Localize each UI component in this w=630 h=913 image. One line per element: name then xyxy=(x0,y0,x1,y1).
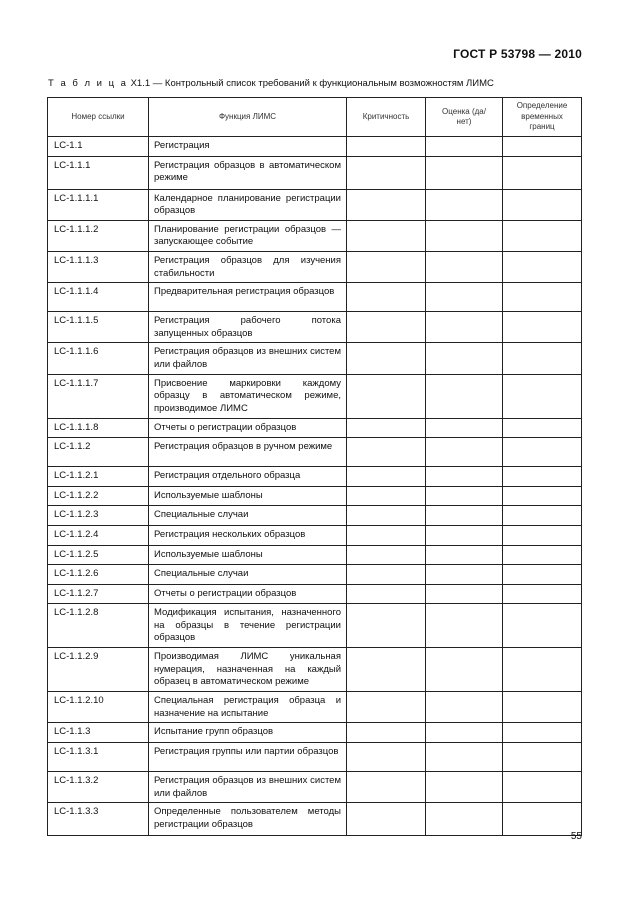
ref-number-cell: LC-1.1.3.2 xyxy=(48,772,149,803)
assessment-cell xyxy=(426,343,503,374)
assessment-cell xyxy=(426,312,503,343)
ref-number-cell: LC-1.1.1.7 xyxy=(48,374,149,418)
criticality-cell xyxy=(347,692,426,723)
criticality-cell xyxy=(347,545,426,565)
criticality-cell xyxy=(347,189,426,220)
assessment-cell xyxy=(426,648,503,692)
ref-number-cell: LC-1.1.3.3 xyxy=(48,803,149,836)
lims-function-cell: Специальные случаи xyxy=(149,506,347,526)
time-limits-cell xyxy=(503,723,582,743)
criticality-cell xyxy=(347,418,426,438)
assessment-cell xyxy=(426,803,503,836)
assessment-cell xyxy=(426,584,503,604)
time-limits-cell xyxy=(503,438,582,467)
criticality-cell xyxy=(347,648,426,692)
ref-number-cell: LC-1.1.3 xyxy=(48,723,149,743)
lims-function-cell: Используемые шаблоны xyxy=(149,545,347,565)
assessment-cell xyxy=(426,692,503,723)
assessment-cell xyxy=(426,189,503,220)
lims-function-cell: Определенные пользователем методы регистрации образцов xyxy=(149,803,347,836)
table-row xyxy=(48,418,582,438)
table-row xyxy=(48,312,582,343)
table-row xyxy=(48,648,582,692)
lims-function-cell: Присвоение маркировки каждому образцу в автоматическом режиме, производимое ЛИМС xyxy=(149,374,347,418)
table-row xyxy=(48,156,582,189)
time-limits-cell xyxy=(503,156,582,189)
table-row xyxy=(48,604,582,648)
time-limits-cell xyxy=(503,374,582,418)
assessment-cell xyxy=(426,486,503,506)
assessment-cell xyxy=(426,438,503,467)
lims-function-cell: Регистрация образцов из внешних систем или файлов xyxy=(149,772,347,803)
assessment-cell xyxy=(426,220,503,251)
ref-number-cell: LC-1.1.2.9 xyxy=(48,648,149,692)
ref-number-cell: LC-1.1.2.10 xyxy=(48,692,149,723)
criticality-cell xyxy=(347,312,426,343)
assessment-cell xyxy=(426,604,503,648)
table-row xyxy=(48,743,582,772)
assessment-cell xyxy=(426,251,503,282)
assessment-cell xyxy=(426,506,503,526)
criticality-cell xyxy=(347,743,426,772)
table-row xyxy=(48,803,582,836)
table-row xyxy=(48,486,582,506)
requirements-checklist-table xyxy=(47,97,582,836)
time-limits-cell xyxy=(503,506,582,526)
header-criticality: Критичность xyxy=(347,98,426,137)
ref-number-cell: LC-1.1.2.8 xyxy=(48,604,149,648)
table-row xyxy=(48,283,582,312)
ref-number-cell: LC-1.1.3.1 xyxy=(48,743,149,772)
ref-number-cell: LC-1.1.1.8 xyxy=(48,418,149,438)
table-row xyxy=(48,545,582,565)
header-assessment: Оценка (да/нет) xyxy=(426,98,503,137)
time-limits-cell xyxy=(503,418,582,438)
time-limits-cell xyxy=(503,604,582,648)
ref-number-cell: LC-1.1.1.6 xyxy=(48,343,149,374)
assessment-cell xyxy=(426,467,503,487)
assessment-cell xyxy=(426,418,503,438)
table-caption-label: Т а б л и ц а xyxy=(48,78,128,89)
time-limits-cell xyxy=(503,137,582,157)
table-row xyxy=(48,343,582,374)
assessment-cell xyxy=(426,772,503,803)
page-number: 55 xyxy=(570,831,582,842)
lims-function-cell: Отчеты о регистрации образцов xyxy=(149,418,347,438)
table-row xyxy=(48,584,582,604)
ref-number-cell: LC-1.1.2 xyxy=(48,438,149,467)
lims-function-cell: Регистрация xyxy=(149,137,347,157)
assessment-cell xyxy=(426,156,503,189)
assessment-cell xyxy=(426,137,503,157)
assessment-cell xyxy=(426,374,503,418)
criticality-cell xyxy=(347,156,426,189)
time-limits-cell xyxy=(503,220,582,251)
ref-number-cell: LC-1.1.2.6 xyxy=(48,565,149,585)
table-row xyxy=(48,374,582,418)
lims-function-cell: Календарное планирование регистрации образцов xyxy=(149,189,347,220)
lims-function-cell: Испытание групп образцов xyxy=(149,723,347,743)
lims-function-cell: Регистрация образцов для изучения стабильности xyxy=(149,251,347,282)
time-limits-cell xyxy=(503,565,582,585)
criticality-cell xyxy=(347,506,426,526)
ref-number-cell: LC-1.1.1.5 xyxy=(48,312,149,343)
criticality-cell xyxy=(347,803,426,836)
table-row xyxy=(48,692,582,723)
criticality-cell xyxy=(347,374,426,418)
ref-number-cell: LC-1.1.1.2 xyxy=(48,220,149,251)
lims-function-cell: Регистрация отдельного образца xyxy=(149,467,347,487)
time-limits-cell xyxy=(503,467,582,487)
table-caption xyxy=(48,78,494,89)
table-row xyxy=(48,565,582,585)
assessment-cell xyxy=(426,545,503,565)
table-row xyxy=(48,467,582,487)
time-limits-cell xyxy=(503,312,582,343)
lims-function-cell: Регистрация образцов в автоматическом режиме xyxy=(149,156,347,189)
criticality-cell xyxy=(347,723,426,743)
table-row xyxy=(48,723,582,743)
header-lims-function: Функция ЛИМС xyxy=(149,98,347,137)
ref-number-cell: LC-1.1.1.4 xyxy=(48,283,149,312)
table-row xyxy=(48,220,582,251)
header-time-limits: Определение временных границ xyxy=(503,98,582,137)
assessment-cell xyxy=(426,283,503,312)
lims-function-cell: Регистрация нескольких образцов xyxy=(149,525,347,545)
ref-number-cell: LC-1.1.1.3 xyxy=(48,251,149,282)
ref-number-cell: LC-1.1.2.4 xyxy=(48,525,149,545)
table-row xyxy=(48,525,582,545)
ref-number-cell: LC-1.1.1 xyxy=(48,156,149,189)
ref-number-cell: LC-1.1.1.1 xyxy=(48,189,149,220)
time-limits-cell xyxy=(503,803,582,836)
table-row xyxy=(48,251,582,282)
time-limits-cell xyxy=(503,692,582,723)
lims-function-cell: Специальные случаи xyxy=(149,565,347,585)
table-row xyxy=(48,137,582,157)
lims-function-cell: Планирование регистрации образцов — запускающее событие xyxy=(149,220,347,251)
criticality-cell xyxy=(347,772,426,803)
criticality-cell xyxy=(347,343,426,374)
time-limits-cell xyxy=(503,648,582,692)
table-row xyxy=(48,189,582,220)
table-header-row xyxy=(48,98,582,137)
assessment-cell xyxy=(426,565,503,585)
lims-function-cell: Используемые шаблоны xyxy=(149,486,347,506)
time-limits-cell xyxy=(503,486,582,506)
criticality-cell xyxy=(347,251,426,282)
ref-number-cell: LC-1.1.2.1 xyxy=(48,467,149,487)
ref-number-cell: LC-1.1.2.3 xyxy=(48,506,149,526)
time-limits-cell xyxy=(503,189,582,220)
time-limits-cell xyxy=(503,283,582,312)
lims-function-cell: Регистрация образцов в ручном режиме xyxy=(149,438,347,467)
table-caption-text: Х1.1 — Контрольный список требований к функциональным возможностям ЛИМС xyxy=(130,78,494,89)
lims-function-cell: Производимая ЛИМС уникальная нумерация, назначенная на каждый образец в автоматическом режиме xyxy=(149,648,347,692)
criticality-cell xyxy=(347,283,426,312)
lims-function-cell: Регистрация рабочего потока запущенных образцов xyxy=(149,312,347,343)
lims-function-cell: Модификация испытания, назначенного на образцы в течение регистрации образцов xyxy=(149,604,347,648)
criticality-cell xyxy=(347,486,426,506)
assessment-cell xyxy=(426,743,503,772)
assessment-cell xyxy=(426,525,503,545)
criticality-cell xyxy=(347,525,426,545)
lims-function-cell: Регистрация образцов из внешних систем или файлов xyxy=(149,343,347,374)
lims-function-cell: Специальная регистрация образца и назначение на испытание xyxy=(149,692,347,723)
criticality-cell xyxy=(347,220,426,251)
time-limits-cell xyxy=(503,743,582,772)
criticality-cell xyxy=(347,137,426,157)
header-ref-number: Номер ссылки xyxy=(48,98,149,137)
time-limits-cell xyxy=(503,343,582,374)
criticality-cell xyxy=(347,565,426,585)
criticality-cell xyxy=(347,604,426,648)
criticality-cell xyxy=(347,467,426,487)
ref-number-cell: LC-1.1.2.2 xyxy=(48,486,149,506)
time-limits-cell xyxy=(503,584,582,604)
lims-function-cell: Отчеты о регистрации образцов xyxy=(149,584,347,604)
ref-number-cell: LC-1.1 xyxy=(48,137,149,157)
lims-function-cell: Предварительная регистрация образцов xyxy=(149,283,347,312)
time-limits-cell xyxy=(503,545,582,565)
assessment-cell xyxy=(426,723,503,743)
table-row xyxy=(48,438,582,467)
time-limits-cell xyxy=(503,772,582,803)
ref-number-cell: LC-1.1.2.7 xyxy=(48,584,149,604)
criticality-cell xyxy=(347,438,426,467)
time-limits-cell xyxy=(503,525,582,545)
time-limits-cell xyxy=(503,251,582,282)
table-row xyxy=(48,506,582,526)
lims-function-cell: Регистрация группы или партии образцов xyxy=(149,743,347,772)
table-row xyxy=(48,772,582,803)
document-standard-number: ГОСТ Р 53798 — 2010 xyxy=(453,47,582,61)
criticality-cell xyxy=(347,584,426,604)
ref-number-cell: LC-1.1.2.5 xyxy=(48,545,149,565)
